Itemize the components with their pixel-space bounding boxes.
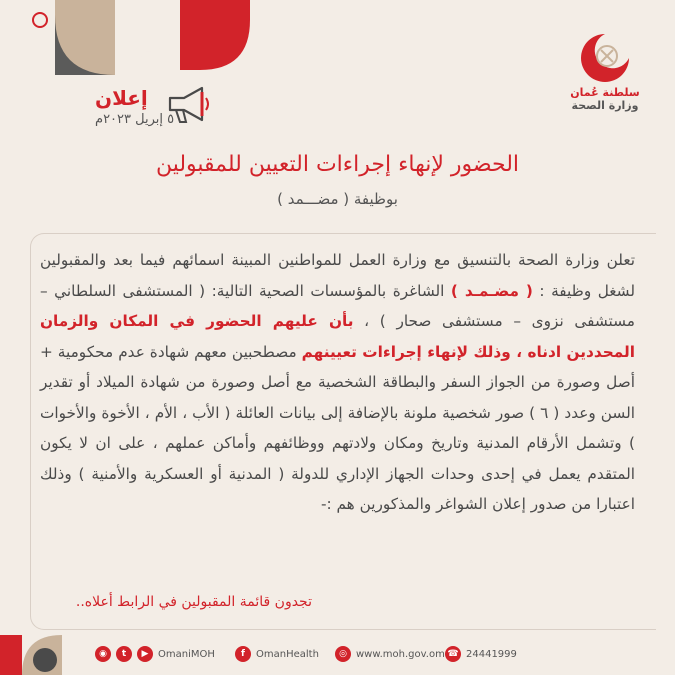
body-highlight: بأن عليهم الحضور في المكان والزمان المحددين ادناه ، وذلك لإنهاء إجراءات تعيينهم (40, 312, 635, 361)
body-institutions: الشاغرة بالمؤسسات الصحية التالية: ( المستشفى السلطاني – مستشفى نزوى – مستشفى صحار ) ، (40, 281, 635, 330)
website-link: www.moh.gov.om (356, 648, 445, 660)
social-handle: OmaniMOH (158, 648, 215, 660)
megaphone-icon (162, 82, 212, 126)
twitter-icon: t (116, 646, 132, 662)
footer-phone[interactable] (445, 646, 517, 662)
body-intro: تعلن وزارة الصحة بالتنسيق مع وزارة العمل للمواطنين المبينة اسمائهم فيما بعد والمقبولين لشغل وظيفة : (40, 251, 635, 300)
facebook-handle: OmanHealth (256, 648, 319, 660)
footer-facebook[interactable] (235, 646, 319, 662)
announcement-date: ٥ إبريل ٢٠٢٣م (95, 112, 175, 127)
facebook-icon: f (235, 646, 251, 662)
logo-line-1: سلطنة عُمان (570, 86, 640, 99)
phone-number: 24441999 (466, 648, 517, 660)
footer (0, 640, 675, 675)
circle-decoration (30, 10, 50, 30)
announcement-title: إعلان (95, 86, 148, 110)
footer-social[interactable] (95, 646, 215, 662)
footer-website[interactable] (335, 646, 445, 662)
phone-icon: ☎ (445, 646, 461, 662)
globe-icon: ◎ (335, 646, 351, 662)
instagram-icon: ◉ (95, 646, 111, 662)
logo-line-2: وزارة الصحة (571, 99, 639, 112)
job-title: ( مضـمـد ) (450, 281, 533, 300)
link-note: تجدون قائمة المقبولين في الرابط أعلاه.. (75, 594, 312, 610)
announcement-body (40, 245, 635, 520)
youtube-icon: ▶ (137, 646, 153, 662)
emblem-icon (577, 30, 633, 86)
page-title: الحضور لإنهاء إجراءات التعيين للمقبولين (155, 152, 520, 177)
ministry-logo (565, 30, 645, 112)
body-requirements: مصطحبين معهم شهادة عدم محكومية + أصل وصورة من الجواز السفر والبطاقة الشخصية مع أصل وصورة من شهادة الميلاد أو تقدير السن وعدد ( ٦ ) صور شخصية ملونة بالإضافة إلى بيانات العائلة ( الأب ، الأم ، الأخوة والأخوات ) وتشمل الأرقام المدنية وتاريخ ومكان ولادتهم ووظائفهم وأماكن عملهم ، على ان لا يكون المتقدم يعمل في إحدى وحدات الجهاز الإداري للدولة ( المدنية أو العسكرية والأمنية ) وذلك اعتبارا من صدور إعلان الشواغر والمذكورين هم :- (40, 342, 635, 513)
page-subtitle: بوظيفة ( مضـــمد ) (277, 190, 398, 208)
